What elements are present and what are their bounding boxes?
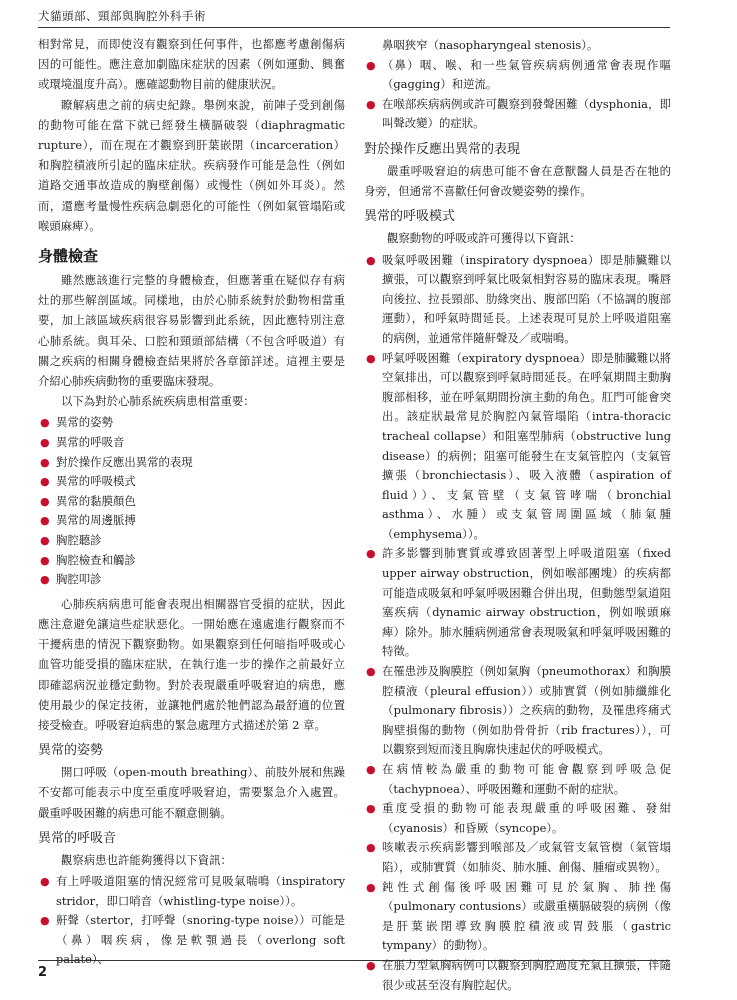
bullet-icon: ● (366, 958, 376, 972)
bullet-icon: ● (40, 875, 50, 889)
list-item: ● 鼾聲（stertor，打呼聲（snoring-type noise））可能是（鼻）咽疾病，像是軟顎過長（overlong soft palate）、 (40, 913, 345, 967)
bullet-icon: ● (40, 436, 50, 450)
list-item: ● （鼻）咽、喉、和一些氣管疾病病例通常會表現作嘔（gagging）和逆流。 (366, 57, 671, 92)
bullet-icon: ● (366, 880, 376, 894)
bullet-icon: ● (366, 665, 376, 679)
running-header (38, 4, 670, 28)
section-heading-physical-exam: 身體檢查 (38, 247, 99, 266)
paragraph: 嚴重呼吸窘迫的病患可能不會在意獸醫人員是否在牠的身旁，但通常不喜歡任何會改變姿勢的操作。 (364, 163, 671, 199)
list-item: ● 呼氣呼吸困難（expiratory dyspnoea）即是肺臟難以將空氣排出，可以觀察到呼氣時間延長。在呼氣期間主動胸腹部相移，並在呼氣期間扮演主動的角色。肛門可能會突出。該症狀最常見於胸腔內氣管塌陷（intra-thoracic tracheal collapse）和阻塞型肺病（obstructive lung disease）的病例；阻塞可能發生在支氣管腔內（支氣管擴張（bronchiectasis）、吸入液體（aspiration of fluid））、支氣管壁（支氣管哮喘（bronchial asthma）、水腫）或支氣管周圍區域（肺氣腫（emphysema））。 (366, 350, 671, 541)
list-item: ● 胸腔聽診 (38, 531, 345, 551)
subheading-abnormal-posture: 異常的姿勢 (38, 743, 104, 759)
list-item: ● 胸腔叩診 (38, 570, 345, 590)
right-column (364, 34, 671, 999)
bullet-icon: ● (366, 802, 376, 816)
bullet-icon: ● (40, 914, 50, 928)
respiratory-sound-list-continued (364, 36, 671, 134)
exam-findings-list (38, 413, 345, 589)
list-item: ● 許多影響到肺實質或導致固著型上呼吸道阻塞（fixed upper airway obstruction，例如喉部團塊）的疾病都可能造成吸氣和呼氣呼吸困難合併出現，但動態型氣道阻塞疾病（dynamic airway obstruction，例如喉頭麻痺）除外。肺水腫病例通常會表現吸氣和呼氣呼吸困難的特徵。 (366, 546, 671, 659)
book-title: 犬貓頭部、頸部與胸腔外科手術 (38, 9, 206, 23)
list-item: ● 重度受損的動物可能表現嚴重的呼吸困難、發紺（cyanosis）和昏厥（syncope）。 (366, 801, 671, 835)
bullet-icon: ● (40, 573, 50, 587)
bullet-icon: ● (40, 416, 50, 430)
subheading-handling-response: 對於操作反應出異常的表現 (364, 141, 521, 157)
bullet-icon: ● (40, 494, 50, 508)
bullet-icon: ● (366, 547, 376, 561)
list-item: ● 在罹患涉及胸膜腔（例如氣胸（pneumothorax）和胸膜腔積液（pleural effusion））或肺實質（例如肺纖維化（pulmonary fibrosis））之疾病的動物，及罹患疼痛式胸壁損傷的動物（例如肋骨骨折（rib fractures）），可以觀察到短而淺且胸廓快速起伏的呼吸模式。 (366, 664, 671, 757)
list-item: ● 胸腔檢查和觸診 (38, 551, 345, 571)
list-item: ● 異常的呼吸音 (38, 433, 345, 453)
paragraph: 開口呼吸（open-mouth breathing）、前肢外展和焦躁不安都可能表示中度至重度呼吸窘迫，需要緊急介入處置。嚴重呼吸困難的病患可能不願意側躺。 (38, 765, 345, 820)
page-number: 2 (38, 965, 48, 980)
bullet-icon: ● (40, 553, 50, 567)
bullet-icon: ● (366, 763, 376, 777)
paragraph: 雖然應該進行完整的身體檢查，但應著重在疑似存有病灶的那些解剖區域。同樣地，由於心肺系統對於動物相當重要，加上該區域疾病很容易影響到此系統，因此應特別注意心肺系統。與耳朵、口腔和頸頭部結構（不包含呼吸道）有關之疾病的相關身體檢查結果將於各章節詳述。這裡主要是介紹心肺疾病動物的重要臨床發現。 (38, 273, 345, 389)
bullet-icon: ● (366, 351, 376, 365)
header-rule (38, 27, 670, 28)
respiratory-sound-list (38, 872, 345, 970)
list-item: ● 在病情較為嚴重的動物可能會觀察到呼吸急促（tachypnoea）、呼吸困難和運動不耐的症狀。 (366, 762, 671, 796)
list-item: ● 在喉部疾病病例或許可觀察到發聲困難（dysphonia，即叫聲改變）的症狀。 (366, 96, 671, 131)
left-column (38, 34, 345, 974)
paragraph: 觀察病患也許能夠獲得以下資訊： (61, 852, 232, 867)
list-item: ● 有上呼吸道阻塞的情況經常可見吸氣喘鳴（inspiratory stridor，即口哨音（whistling-type noise））。 (40, 874, 345, 908)
bullet-icon: ● (366, 841, 376, 855)
list-item: ● 異常的黏膜顏色 (38, 492, 345, 512)
list-item: ● 異常的姿勢 (38, 413, 345, 433)
paragraph: 瞭解病患之前的病史紀錄。舉例來說，前陣子受到創傷的動物可能在當下就已經發生橫膈破裂（diaphragmatic rupture），而在現在才觀察到肝葉嵌閉（incarceration）和胸腔積液所引起的臨床症狀。疾病發作可能是急性（例如道路交通事故造成的胸壁創傷）或慢性（例如外耳炎）。然而，還應考量慢性疾病急劇惡化的可能性（例如氣管塌陷或喉頭麻痺）。 (38, 97, 345, 233)
subheading-abnormal-respiratory-sounds: 異常的呼吸音 (38, 830, 117, 846)
breathing-pattern-list (364, 251, 671, 996)
bullet-icon: ● (40, 475, 50, 489)
list-item: ● 咳嗽表示疾病影響到喉部及／或氣管支氣管樹（氣管塌陷），或肺實質（如肺炎、肺水腫、創傷、腫瘤或異物）。 (366, 840, 671, 874)
list-item: ● 異常的周邊脈搏 (38, 511, 345, 531)
paragraph: 相對常見，而即使沒有觀察到任何事件，也都應考慮創傷病因的可能性。應注意加劇臨床症狀的因素（例如運動、興奮或環境溫度升高）。應確認動物目前的健康狀況。 (38, 37, 345, 92)
bullet-icon: ● (40, 514, 50, 528)
list-item: ● 對於操作反應出異常的表現 (38, 453, 345, 473)
bullet-icon: ● (366, 97, 376, 111)
bullet-icon: ● (40, 534, 50, 548)
list-item: ● 鈍性式創傷後呼吸困難可見於氣胸、肺挫傷（pulmonary contusions）或嚴重橫膈破裂的病例（像是肝葉嵌閉導致胸膜腔積液或胃鼓脹（gastric tympany）的動物）。 (366, 879, 671, 953)
paragraph: 以下為對於心肺系統疾病患相當重要： (61, 394, 255, 409)
bullet-icon: ● (40, 455, 50, 469)
list-item: ● 在脹力型氣胸病例可以觀察到胸腔過度充氣且擴張，伴隨很少或甚至沒有胸腔起伏。 (366, 957, 671, 992)
list-item: ● 異常的呼吸模式 (38, 472, 345, 492)
paragraph: 觀察動物的呼吸或許可獲得以下資訊： (387, 231, 581, 246)
bullet-icon: ● (366, 253, 376, 267)
bullet-icon: ● (366, 58, 376, 72)
footer-rule (38, 960, 670, 961)
list-item: ● 吸氣呼吸困難（inspiratory dyspnoea）即是肺臟難以擴張，可以觀察到呼氣比吸氣相對容易的臨床表現。嘴唇向後拉、拉長頸部、肋緣突出、腹部凹陷（不協調的腹部運動），和呼氣時間延長。上述表現可見於上呼吸道阻塞的病例，並通常伴隨鼾聲及／或喘鳴。 (366, 252, 671, 345)
subheading-abnormal-breathing-pattern: 異常的呼吸模式 (364, 209, 456, 225)
paragraph: 心肺疾病病患可能會表現出相關器官受損的症狀，因此應注意避免讓這些症狀惡化。一開始應在遠處進行觀察而不干擾病患的情況下觀察動物。如果觀察到任何暗指呼吸或心血管功能受損的臨床症狀，在執行進一步的操作之前最好立即確認病況並穩定動物。對於表現嚴重呼吸窘迫的病患，應使用最少的保定技術，並讓牠們處於牠們認為最舒適的位置接受檢查。呼吸窘迫病患的緊急處理方式描述於第 2 章。 (38, 596, 345, 733)
list-item-continuation: 鼻咽狹窄（nasopharyngeal stenosis）。 (382, 38, 599, 52)
